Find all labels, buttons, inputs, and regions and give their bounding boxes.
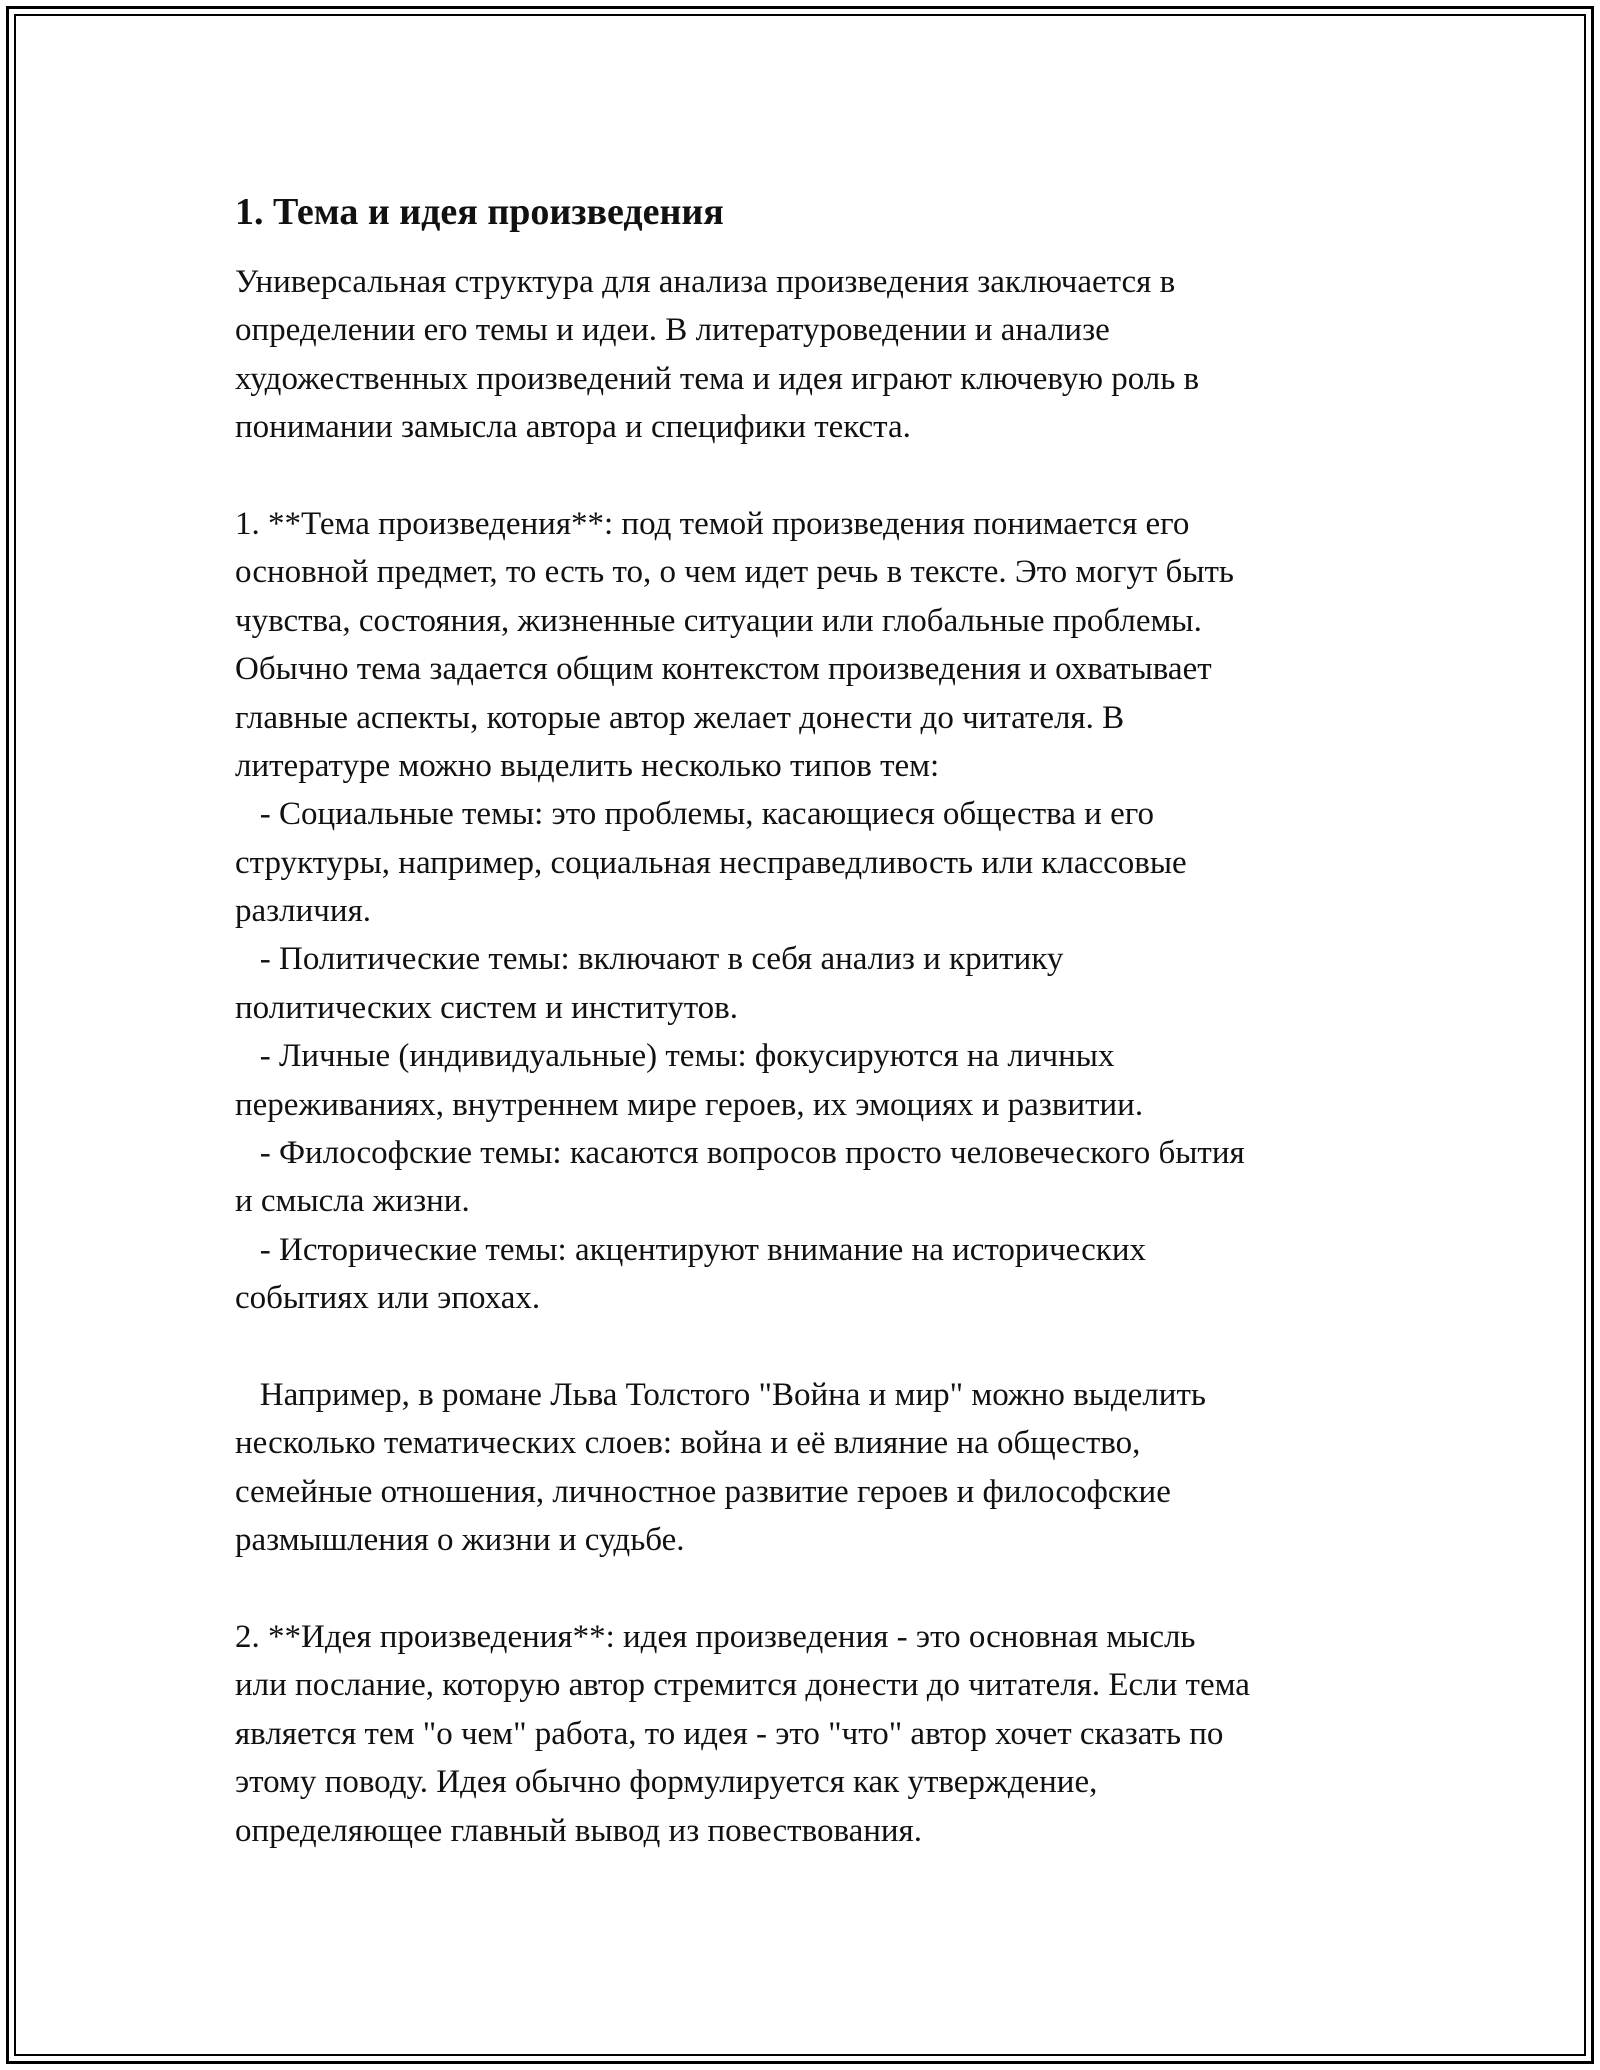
text-line: - Личные (индивидуальные) темы: фокусируются на личных: [235, 1038, 1115, 1075]
text-line: семейные отношения, личностное развитие героев и философские: [235, 1473, 1171, 1510]
text-line: является тем "о чем" работа, то идея - это "что" автор хочет сказать по: [235, 1715, 1224, 1752]
text-line: размышления о жизни и судьбе.: [235, 1522, 685, 1559]
text-line: этому поводу. Идея обычно формулируется как утверждение,: [235, 1764, 1098, 1801]
text-line: определении его темы и идеи. В литературоведении и анализе: [235, 312, 1110, 349]
text-line: определяющее главный вывод из повествования.: [235, 1812, 922, 1849]
text-line: или послание, которую автор стремится донести до читателя. Если тема: [235, 1667, 1250, 1704]
text-line: художественных произведений тема и идея играют ключевую роль в: [235, 360, 1200, 397]
text-line: Например, в романе Льва Толстого "Война и мир" можно выделить: [235, 1376, 1206, 1413]
paragraph-block: [235, 258, 1385, 1855]
text-line: и смысла жизни.: [235, 1183, 470, 1220]
text-line: - Исторические темы: акцентируют внимание на исторических: [235, 1231, 1146, 1268]
text-line: различия.: [235, 893, 371, 930]
text-line: событиях или эпохах.: [235, 1280, 541, 1317]
text-line: - Философские темы: касаются вопросов просто человеческого бытия: [235, 1135, 1245, 1172]
text-line: чувства, состояния, жизненные ситуации или глобальные проблемы.: [235, 602, 1202, 639]
text-line: 2. **Идея произведения**: идея произведения - это основная мысль: [235, 1618, 1196, 1655]
text-line: литературе можно выделить несколько типов тем:: [235, 747, 940, 784]
blank-line: [235, 452, 1385, 500]
text-line: переживаниях, внутреннем мире героев, их эмоциях и развитии.: [235, 1086, 1144, 1123]
text-line: - Политические темы: включают в себя анализ и критику: [235, 941, 1064, 978]
text-line: - Социальные темы: это проблемы, касающиеся общества и его: [235, 796, 1154, 833]
blank-line: [235, 1323, 1385, 1371]
text-line: Универсальная структура для анализа произведения заключается в: [235, 264, 1176, 300]
document-body: [235, 188, 1385, 1855]
blank-line: [235, 1565, 1385, 1613]
text-line: несколько тематических слоев: война и её влияние на общество,: [235, 1425, 1141, 1462]
text-line: структуры, например, социальная несправедливость или классовые: [235, 844, 1187, 881]
text-line: политических систем и институтов.: [235, 989, 739, 1026]
section-heading: 1. Тема и идея произведения: [235, 191, 724, 233]
text-line: основной предмет, то есть то, о чем идет речь в тексте. Это могут быть: [235, 554, 1234, 591]
text-line: Обычно тема задается общим контекстом произведения и охватывает: [235, 651, 1212, 688]
text-line: 1. **Тема произведения**: под темой произведения понимается его: [235, 505, 1190, 542]
text-line: главные аспекты, которые автор желает донести до читателя. В: [235, 699, 1125, 736]
text-line: понимании замысла автора и специфики текста.: [235, 409, 911, 446]
